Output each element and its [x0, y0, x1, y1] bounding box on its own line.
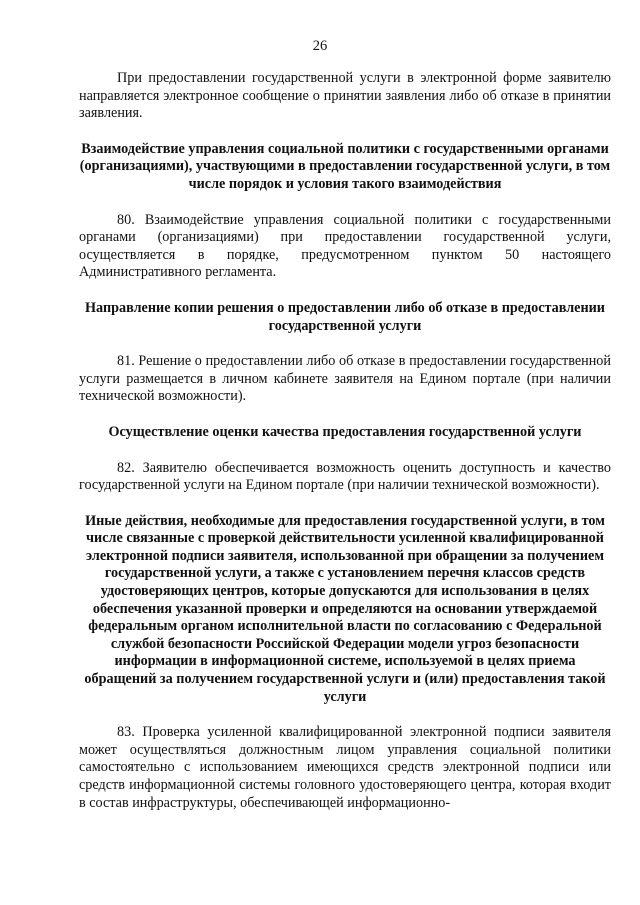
paragraph-80: 80. Взаимодействие управления социальной политики с государственными органами (организациями) при предоставлении государственной услуги, осуществляется в порядке, предусмотренном пунктом 50 настоящего Административного регламента. [79, 211, 611, 281]
paragraph-electronic-notification: При предоставлении государственной услуги в электронной форме заявителю направляется электронное сообщение о принятии заявления либо об отказе в принятии заявления. [79, 70, 611, 122]
heading-quality-assessment: Осуществление оценки качества предоставления государственной услуги [108, 423, 582, 440]
paragraph-82: 82. Заявителю обеспечивается возможность оценить доступность и качество государственной услуги на Едином портале (при наличии технической возможности). [79, 459, 611, 494]
page-number: 26 [312, 38, 328, 54]
heading-other-actions: Иные действия, необходимые для предоставления государственной услуги, в том числе связанные с проверкой действительности усиленной квалифицированной электронной подписи заявителя, использованной при обращении за получением государственной услуги, а также с установлением перечня классов средств удостоверяющих центров, которые допускаются для использования в целях обеспечения указанной проверки и определяются на основании утверждаемой федеральным органом исполнительной власти по согласованию с Федеральной службой безопасности Российской Федерации модели угроз безопасности информации в информационной системе, используемой в целях приема обращений за получением государственной услуги и (или) предоставления такой услуги [84, 512, 606, 705]
paragraph-83: 83. Проверка усиленной квалифицированной электронной подписи заявителя может осуществляться должностным лицом управления социальной политики самостоятельно с использованием имеющихся средств электронной подписи или средств информационной системы головного удостоверяющего центра, которая входит в состав инфраструктуры, обеспечивающей информационно- [79, 724, 611, 811]
heading-interaction: Взаимодействие управления социальной политики с государственными органами (организациями), участвующими в предоставлении государственной услуги, в том числе порядок и условия такого взаимодействия [79, 140, 611, 192]
heading-decision-copy: Направление копии решения о предоставлении либо об отказе в предоставлении государственной услуги [85, 299, 605, 334]
paragraph-81: 81. Решение о предоставлении либо об отказе в предоставлении государственной услуги размещается в личном кабинете заявителя на Едином портале (при наличии технической возможности). [79, 353, 611, 405]
document-body [79, 70, 611, 812]
